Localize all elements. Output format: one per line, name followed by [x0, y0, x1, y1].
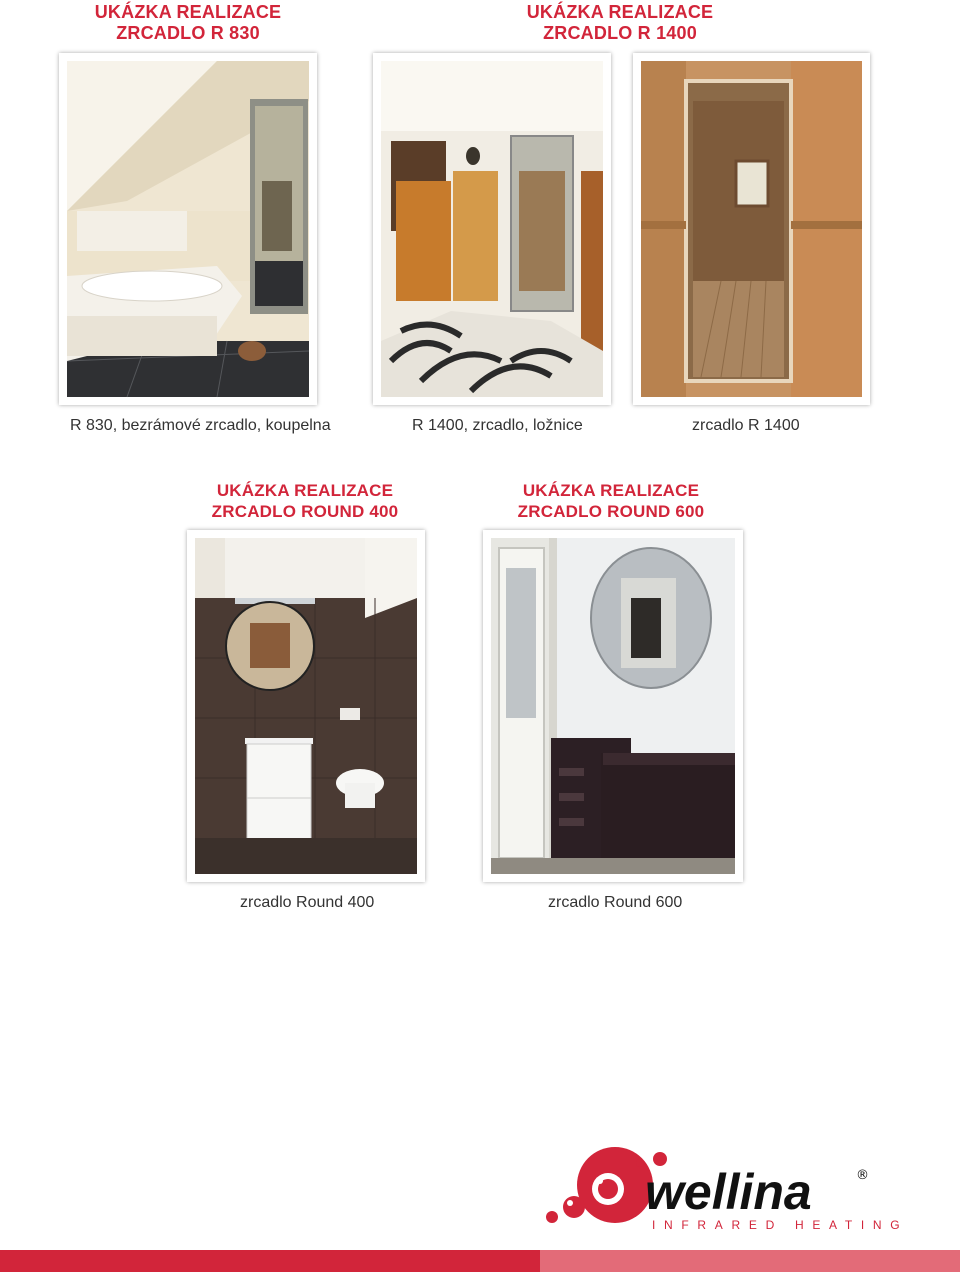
wooden-room-photo-illustration	[641, 61, 862, 397]
photo-round400-toilet	[187, 530, 425, 882]
photo-r830-bathroom	[59, 53, 317, 405]
bottom-bar-pink	[540, 1250, 960, 1272]
heading-r1400-line2: ZRCADLO R 1400	[543, 23, 697, 43]
caption-r1400-wooden: zrcadlo R 1400	[692, 417, 800, 434]
wellina-logo-graphic	[540, 1145, 909, 1235]
photo-r1400-wooden-room	[633, 53, 870, 405]
caption-r830: R 830, bezrámové zrcadlo, koupelna	[70, 417, 331, 434]
logo-registered: ®	[856, 1168, 869, 1183]
caption-round600: zrcadlo Round 600	[548, 894, 683, 911]
heading-r1400	[500, 2, 740, 44]
heading-round400-line1: UKÁZKA REALIZACE	[216, 481, 394, 500]
photo-r1400-bedroom	[373, 53, 611, 405]
toilet-photo-illustration	[195, 538, 417, 874]
caption-r1400-bedroom: R 1400, zrcadlo, ložnice	[412, 417, 583, 434]
heading-round600-line1: UKÁZKA REALIZACE	[522, 481, 700, 500]
bottom-bar-red	[0, 1250, 540, 1272]
heading-r830	[88, 2, 288, 44]
logo-bubble-small	[546, 1211, 558, 1223]
heading-round600	[495, 480, 727, 522]
heading-r830-line2: ZRCADLO R 830	[116, 23, 260, 43]
heading-round400	[190, 480, 420, 522]
heading-r830-line1: UKÁZKA REALIZACE	[94, 2, 282, 22]
heading-r1400-line1: UKÁZKA REALIZACE	[526, 2, 714, 22]
bathroom-photo-illustration	[67, 61, 309, 397]
heading-round400-line2: ZRCADLO ROUND 400	[211, 502, 399, 521]
logo-tagline: INFRARED HEATING	[652, 1218, 909, 1232]
wellina-logo	[540, 1145, 909, 1235]
logo-bubble-medium	[563, 1196, 585, 1218]
caption-round400: zrcadlo Round 400	[240, 894, 375, 911]
bedroom-photo-illustration	[381, 61, 603, 397]
hallway-photo-illustration	[491, 538, 735, 874]
logo-wordmark: wellina	[645, 1164, 812, 1220]
bottom-color-bar	[0, 1250, 960, 1272]
heading-round600-line2: ZRCADLO ROUND 600	[517, 502, 705, 521]
photo-round600-hallway	[483, 530, 743, 882]
